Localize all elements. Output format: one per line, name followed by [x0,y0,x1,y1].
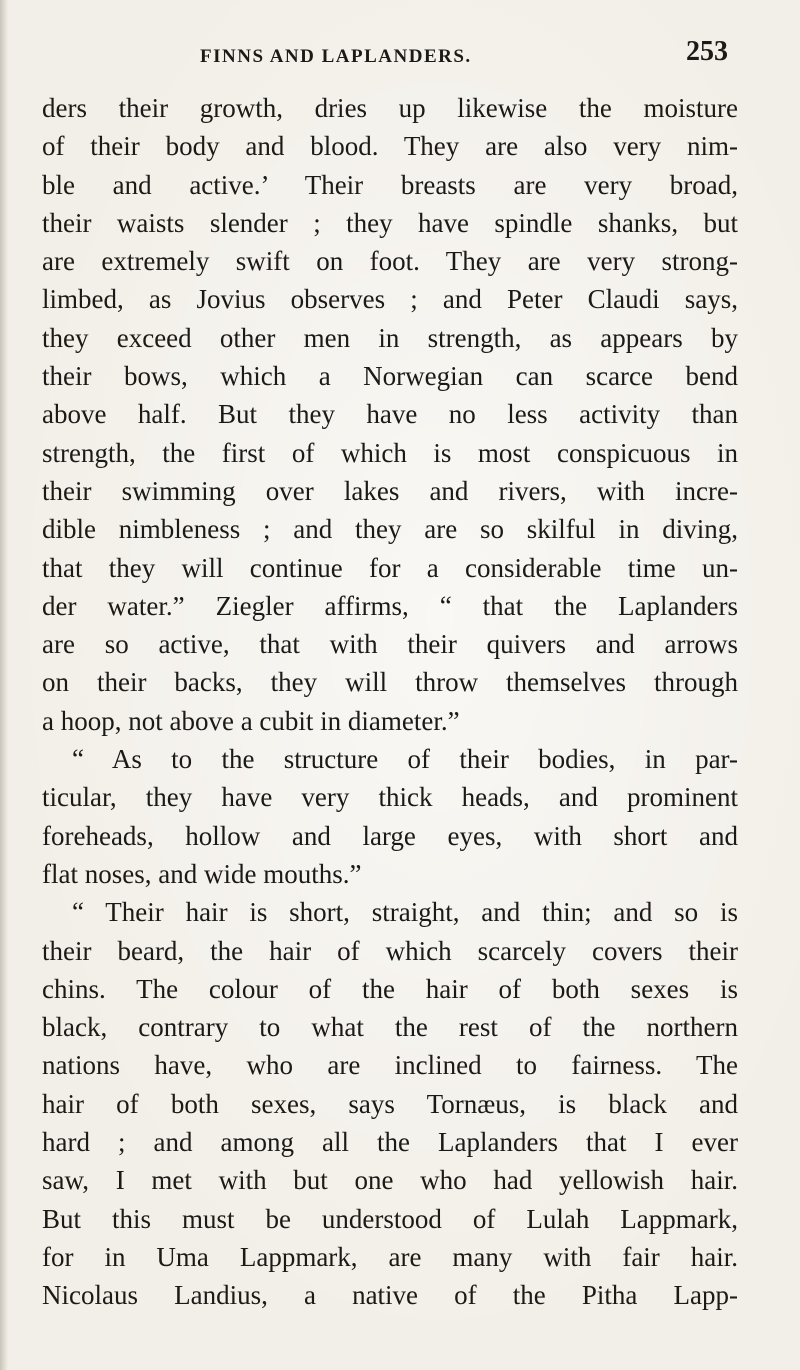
text-line: of their body and blood. They are also very nim- [42,131,738,162]
text-line: hair of both sexes, says Tornæus, is black and [42,1088,738,1119]
text-line: limbed, as Jovius observes ; and Peter Claudi says, [42,284,738,315]
text-line: their bows, which a Norwegian can scarce bend [42,361,738,392]
text-line: for in Uma Lappmark, are many with fair hair. [42,1241,738,1272]
text-line: chins. The colour of the hair of both sexes is [42,973,738,1004]
text-line: strength, the first of which is most conspicuous in [42,437,738,468]
page-edge-shadow [0,0,8,1370]
text-line: foreheads, hollow and large eyes, with short and [42,820,738,851]
text-line: hard ; and among all the Laplanders that I ever [42,1127,738,1158]
body-text [42,89,738,1315]
text-line: But this must be understood of Lulah Lappmark, [42,1203,738,1234]
text-line: above half. But they have no less activity than [42,399,738,430]
text-line: their beard, the hair of which scarcely covers their [42,935,738,966]
running-head: FINNS AND LAPLANDERS. [200,46,472,67]
text-line: are extremely swift on foot. They are very strong- [42,246,738,277]
text-line: that they will continue for a considerable time un- [42,552,738,583]
text-line: dible nimbleness ; and they are so skilful in diving, [42,514,738,545]
text-line: black, contrary to what the rest of the northern [42,1012,738,1043]
text-line: are so active, that with their quivers and arrows [42,629,738,660]
text-line: their swimming over lakes and rivers, with incre- [42,475,738,506]
text-line: ders their growth, dries up likewise the moisture [42,93,738,123]
text-line: they exceed other men in strength, as appears by [42,322,738,353]
text-line: on their backs, they will throw themselves through [42,667,738,698]
text-line: saw, I met with but one who had yellowish hair. [42,1165,738,1196]
text-line-paragraph-start: “ As to the structure of their bodies, in par- [72,744,738,775]
text-line: nations have, who are inclined to fairness. The [42,1050,738,1081]
text-line-paragraph-end: flat noses, and wide mouths.” [42,858,362,889]
text-line-paragraph-start: “ Their hair is short, straight, and thin; and so is [72,897,738,928]
page-number: 253 [686,36,728,67]
text-line: der water.” Ziegler affirms, “ that the Laplanders [42,590,738,621]
text-line: ticular, they have very thick heads, and prominent [42,782,738,813]
text-line: Nicolaus Landius, a native of the Pitha Lapp- [42,1280,738,1311]
text-line: their waists slender ; they have spindle shanks, but [42,207,738,238]
page-header [0,34,800,74]
text-line-paragraph-end: a hoop, not above a cubit in diameter.” [42,705,460,736]
text-line: ble and active.’ Their breasts are very broad, [42,169,738,200]
